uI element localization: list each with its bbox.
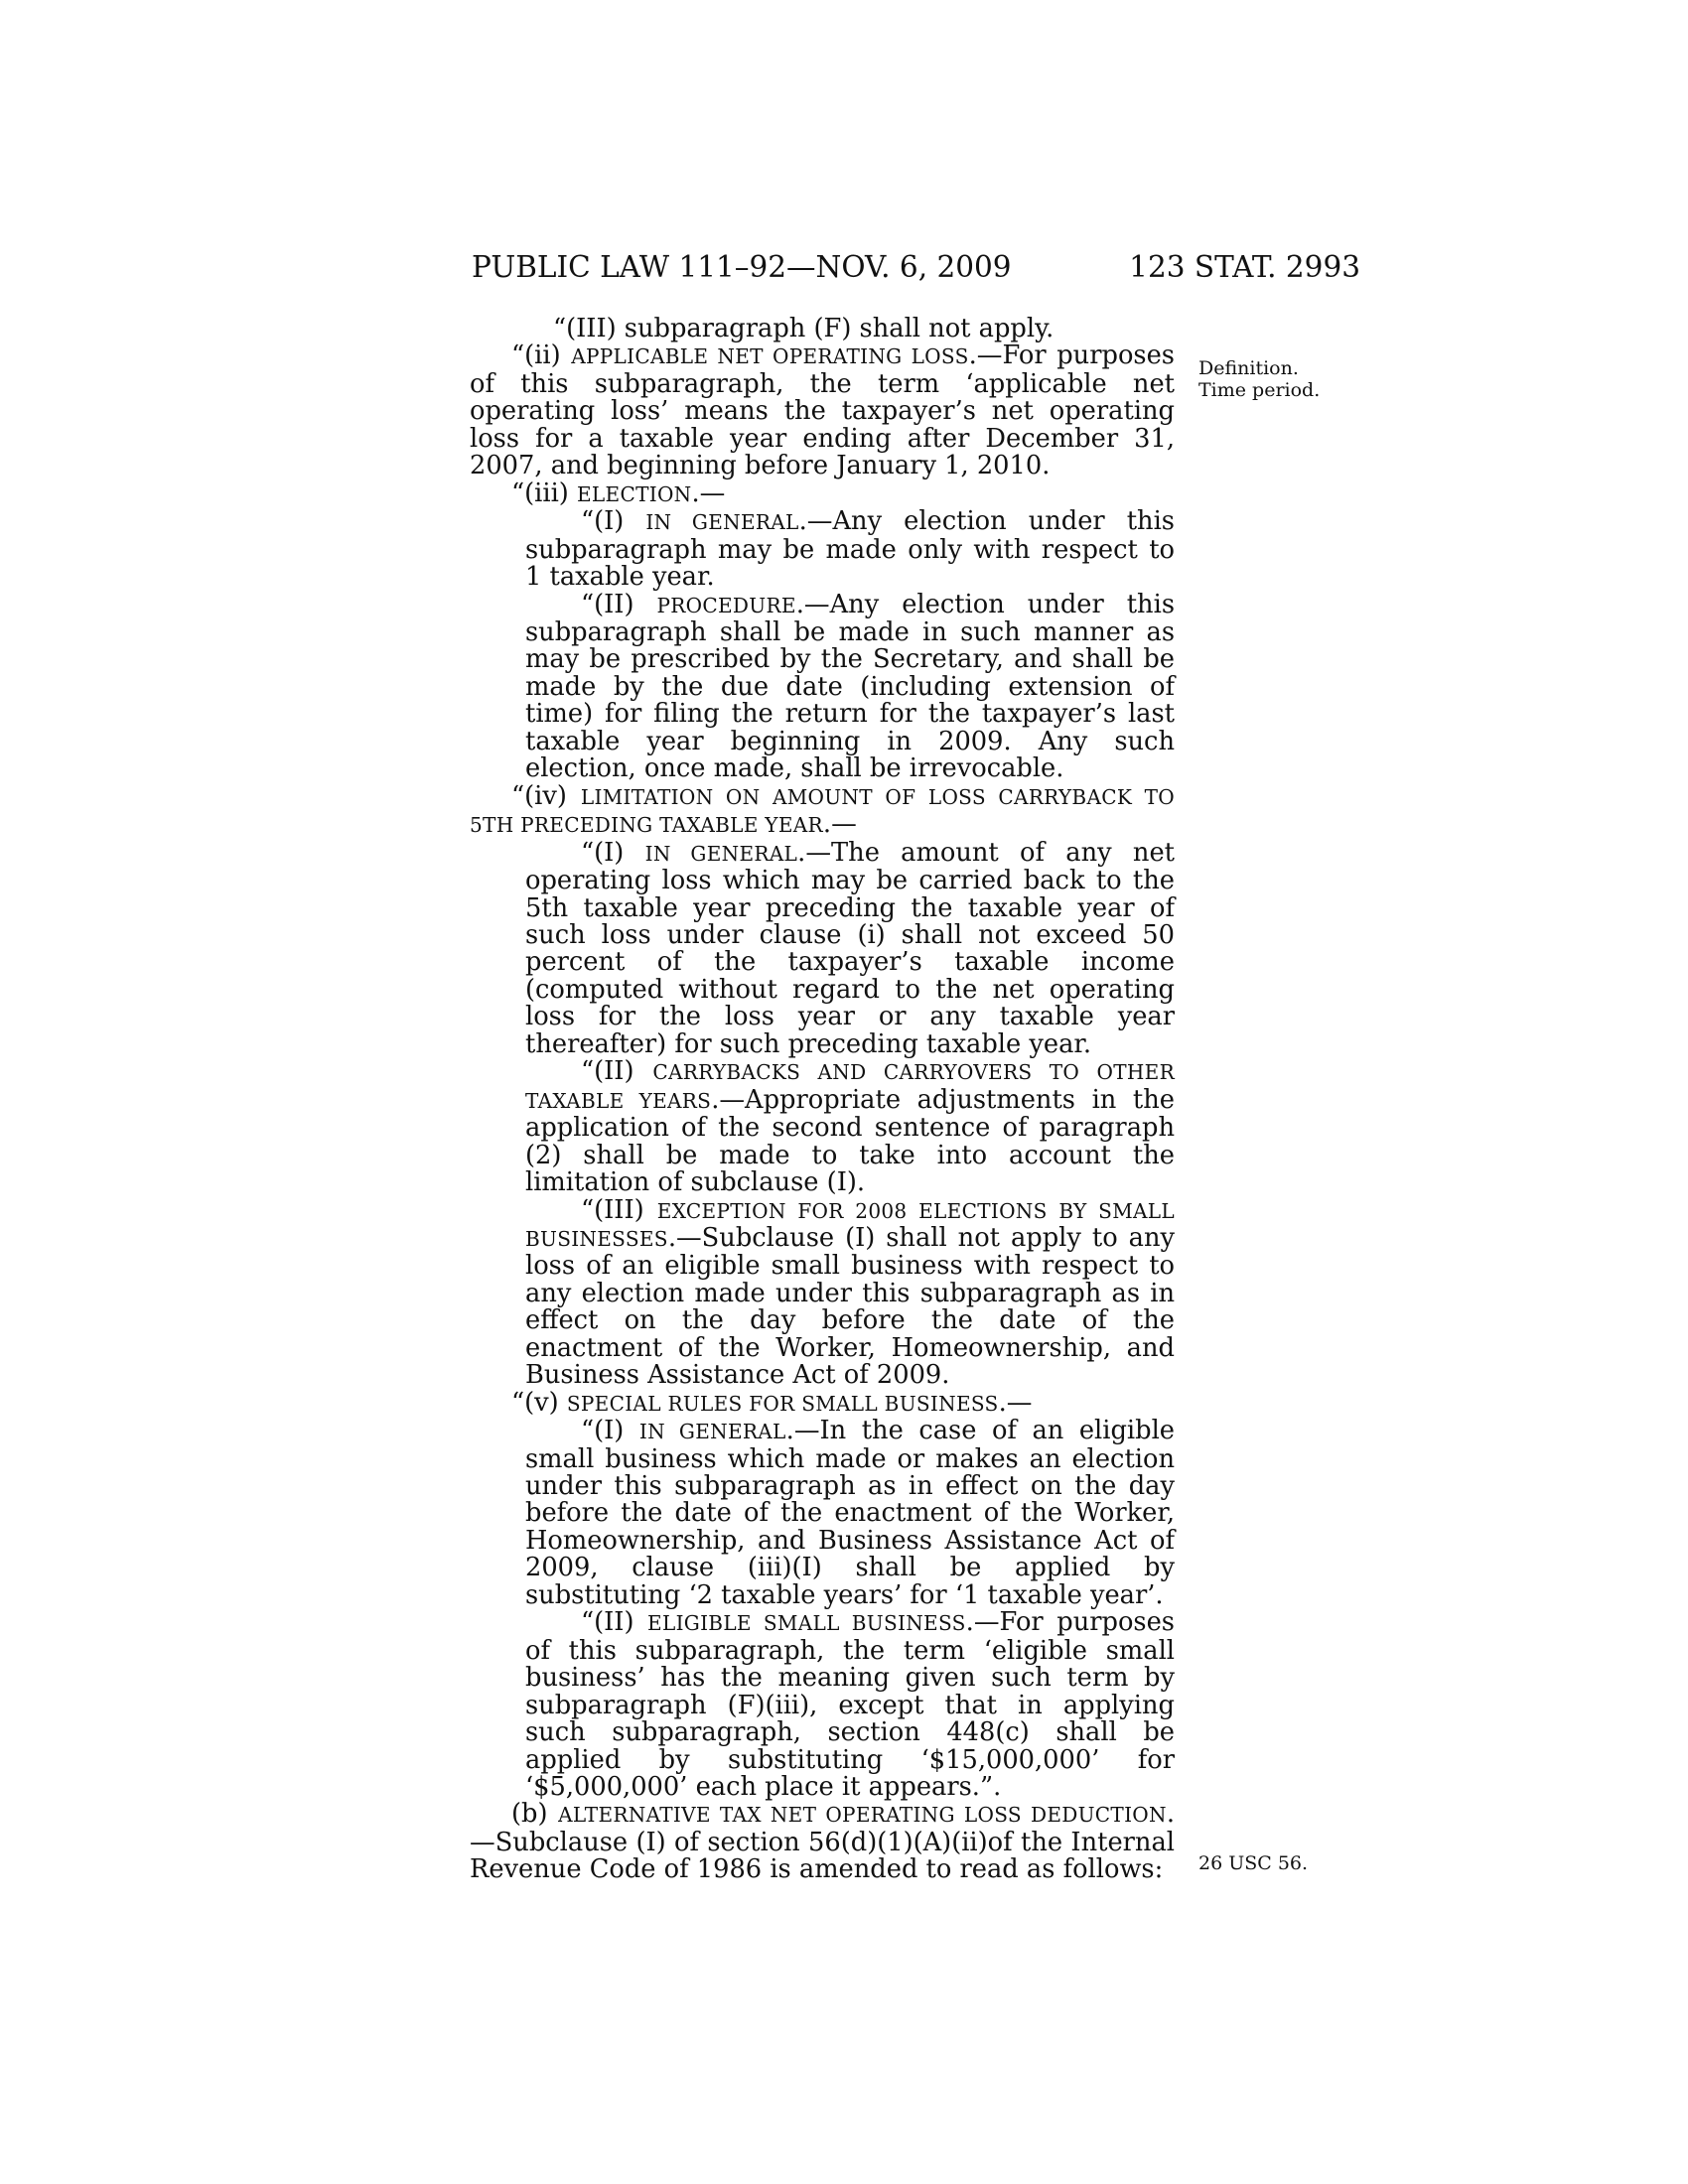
clause-v-subclause-ii: “(II) ELIGIBLE SMALL BUSINESS.—For purposes of this subparagraph, the term ‘eligible small business’ has the meaning given such term by subparagraph (F)(iii), except that in applying such subparagraph, section 448(c) shall be applied by substituting ‘$15,000,000’ for ‘$5,000,000’ each place it appears.”.	[525, 1607, 1175, 1803]
clause-v-heading: SPECIAL RULES FOR SMALL BUSINESS	[566, 1391, 999, 1416]
subclause-heading: CARRYBACKS AND CARRYOVERS TO OTHER TAXABLE YEARS	[525, 1060, 1175, 1113]
clause-ii-heading: APPLICABLE NET OPERATING LOSS	[571, 344, 969, 369]
running-header	[472, 250, 1360, 290]
margin-note-time-period: Time period.	[1198, 379, 1321, 401]
margin-note-usc: 26 USC 56.	[1198, 1852, 1309, 1874]
clause-iii-heading: ELECTION	[577, 481, 692, 506]
subclause-iii-f: “(III) subparagraph (F) shall not apply.	[553, 314, 1055, 343]
clause-iii: “(iii) ELECTION.—	[511, 478, 726, 508]
clause-iv-subclause-i: “(I) IN GENERAL.—The amount of any net operating loss which may be carried back to the 5th taxable year preceding the taxable year of such loss under clause (i) shall not exceed 50 percent of the taxpayer’s taxable income (computed without regard to the net operating loss for the loss year or any taxable year thereafter) for such preceding taxable year.	[525, 837, 1175, 1059]
clause-iv: “(iv) LIMITATION ON AMOUNT OF LOSS CARRYBACK TO 5TH PRECEDING TAXABLE YEAR.—	[470, 780, 1175, 840]
subclause-heading: IN GENERAL	[644, 841, 798, 866]
subclause-heading: ELIGIBLE SMALL BUSINESS	[647, 1611, 966, 1636]
subsection-b: (b) ALTERNATIVE TAX NET OPERATING LOSS DEDUCTION.—Subclause (I) of section 56(d)(1)(A)(ii)of the Internal Revenue Code of 1986 is amended to read as follows:	[470, 1799, 1176, 1885]
header-stat-page: 123 STAT. 2993	[1129, 250, 1360, 284]
clause-v: “(v) SPECIAL RULES FOR SMALL BUSINESS.—	[511, 1387, 1033, 1418]
statute-text	[470, 316, 1175, 1884]
clause-iii-subclause-ii: “(II) PROCEDURE.—Any election under this subparagraph shall be made in such manner as may be prescribed by the Secretary, and shall be made by the due date (including extension of time) for filing the return for the taxpayer’s last taxable year beginning in 2009. Any such election, once made, shall be irrevocable.	[525, 589, 1175, 784]
header-title: PUBLIC LAW 111–92—NOV. 6, 2009	[472, 250, 1012, 284]
clause-iv-subclause-ii: “(II) CARRYBACKS AND CARRYOVERS TO OTHER TAXABLE YEARS.—Appropriate adjustments in the application of the second sentence of paragraph (2) shall be made to take into account the limitation of subclause (I).	[525, 1056, 1175, 1198]
subclause-heading: IN GENERAL	[645, 510, 799, 535]
subsection-b-heading: ALTERNATIVE TAX NET OPERATING LOSS DEDUCTION	[558, 1803, 1167, 1828]
subclause-heading: PROCEDURE	[656, 593, 796, 617]
clause-v-subclause-i: “(I) IN GENERAL.—In the case of an eligible small business which made or makes an election under this subparagraph as in effect on the day before the date of the enactment of the Worker, Homeownership, and Business Assistance Act of 2009, clause (iii)(I) shall be applied by substituting ‘2 taxable years’ for ‘1 taxable year’.	[525, 1416, 1175, 1610]
subclause-heading: IN GENERAL	[638, 1420, 786, 1444]
clause-iv-subclause-iii: “(III) EXCEPTION FOR 2008 ELECTIONS BY SMALL BUSINESSES.—Subclause (I) shall not apply to any loss of an eligible small business with respect to any election made under this subparagraph as in effect on the day before the date of the enactment of the Worker, Homeownership, and Business Assistance Act of 2009.	[525, 1194, 1175, 1391]
subclause-heading: EXCEPTION FOR 2008 ELECTIONS BY SMALL BUSINESSES	[525, 1198, 1175, 1251]
clause-ii: “(ii) APPLICABLE NET OPERATING LOSS.—For purposes of this subparagraph, the term ‘applicable net operating loss’ means the taxpayer’s net operating loss for a taxable year ending after December 31, 2007, and beginning before January 1, 2010.	[470, 341, 1175, 481]
clause-iii-subclause-i: “(I) IN GENERAL.—Any election under this subparagraph may be made only with respect to 1 taxable year.	[525, 506, 1175, 593]
margin-note-definition: Definition.	[1198, 357, 1299, 379]
clause-iv-heading: LIMITATION ON AMOUNT OF LOSS CARRYBACK TO 5TH PRECEDING TAXABLE YEAR	[470, 784, 1175, 838]
